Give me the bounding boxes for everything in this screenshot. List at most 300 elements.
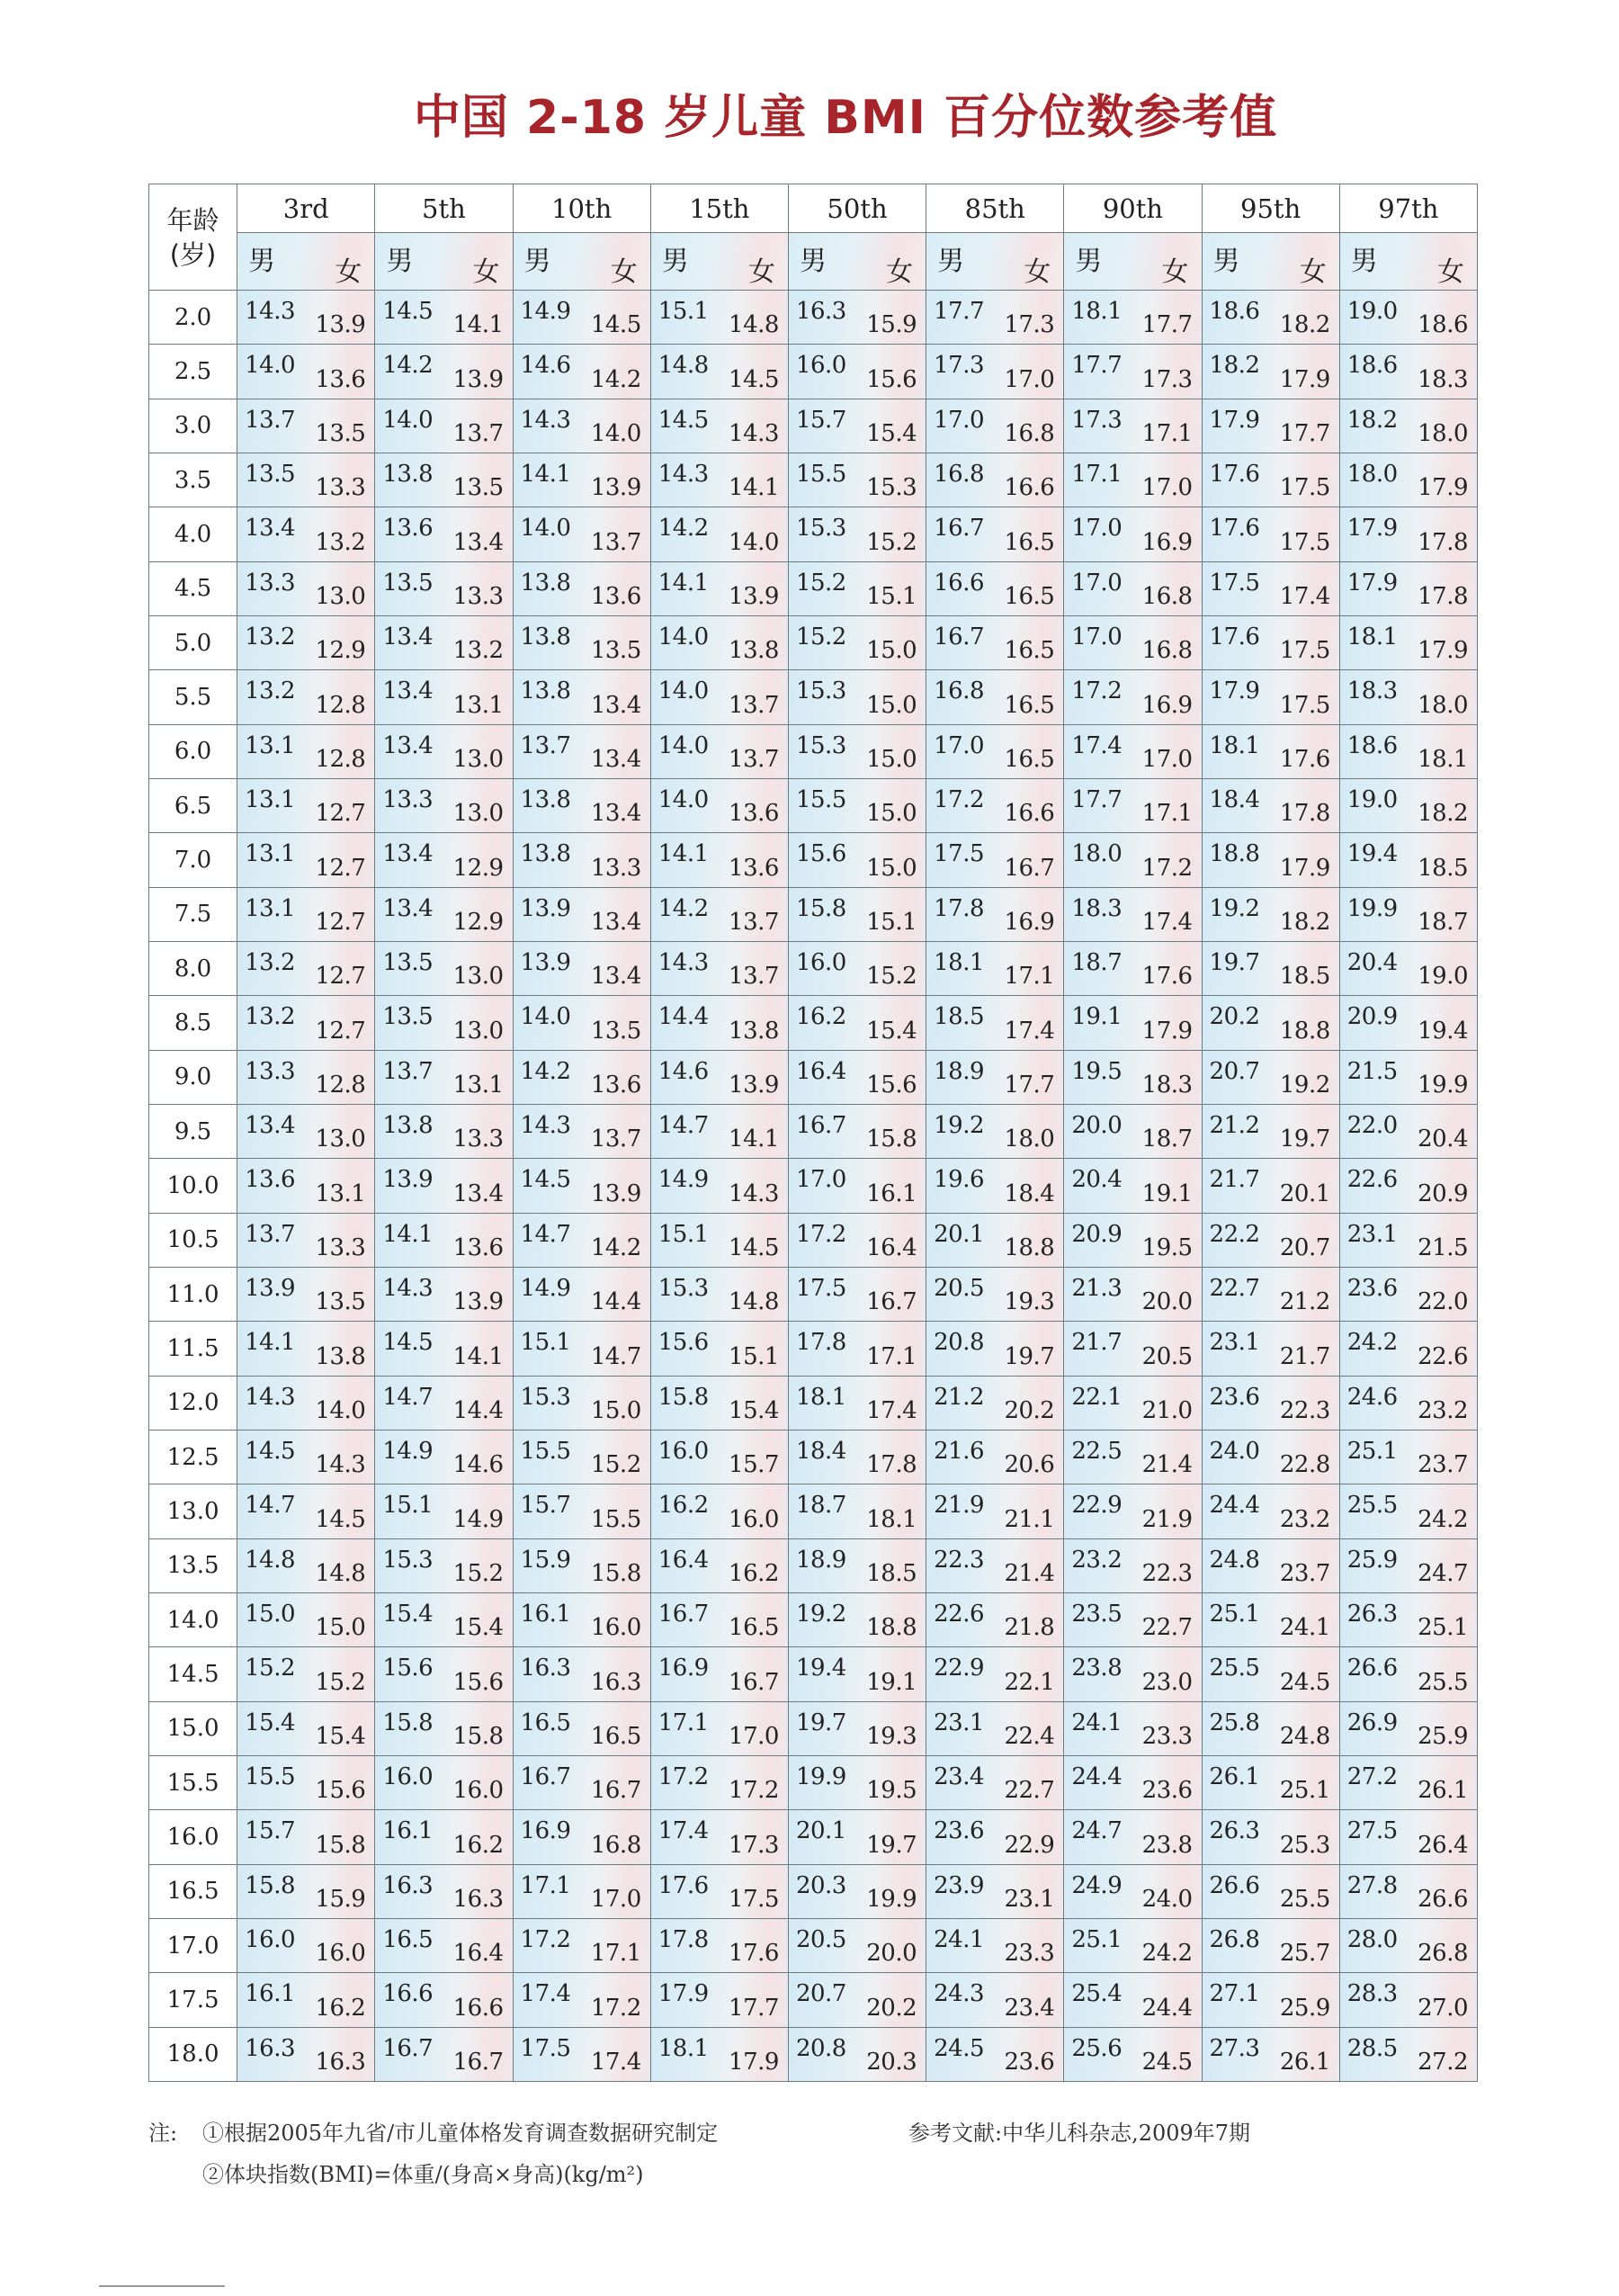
age-cell: 6.5 [149,778,237,832]
value-cell [1202,778,1339,832]
male-value: 13.7 [382,1057,434,1085]
male-value: 25.8 [1209,1709,1260,1736]
value-cell [513,1647,650,1701]
value-cell [788,2027,926,2082]
value-cell [1064,291,1202,345]
female-value: 15.4 [729,1396,779,1424]
male-value: 21.5 [1346,1057,1398,1085]
female-value: 15.0 [590,1396,641,1424]
male-value: 15.3 [795,515,846,543]
value-cell [788,1592,926,1646]
value-cell [1202,1647,1339,1701]
female-value: 23.3 [1004,1940,1055,1968]
male-value: 13.4 [382,623,434,650]
male-value: 15.7 [245,1817,296,1845]
male-value: 13.4 [382,731,434,759]
male-value: 16.3 [245,2034,296,2062]
male-label: 男 [661,246,689,277]
value-cell [926,615,1064,669]
value-cell [650,615,788,669]
value-cell [650,1701,788,1755]
male-value: 18.2 [1346,406,1398,434]
female-value: 19.3 [1004,1288,1055,1316]
table-row [149,1267,1478,1321]
female-value: 17.7 [1141,311,1193,339]
value-cell [1339,1376,1477,1430]
value-cell [237,1050,375,1104]
male-value: 16.2 [795,1003,846,1031]
female-value: 14.6 [452,1451,504,1479]
value-cell [1202,833,1339,887]
male-value: 22.0 [1346,1111,1398,1139]
female-value: 15.0 [866,854,917,882]
female-label: 女 [610,256,638,288]
female-value: 16.7 [590,1777,641,1805]
value-cell [926,996,1064,1050]
female-value: 13.5 [315,1288,366,1316]
value-cell [788,1213,926,1267]
male-value: 19.0 [1346,785,1398,813]
male-value: 21.9 [934,1492,985,1520]
value-cell [788,996,926,1050]
value-cell [1202,1864,1339,1918]
male-value: 15.8 [382,1709,434,1736]
note-source: ①根据2005年九省/市儿童体格发育调查数据研究制定 [202,2121,719,2146]
female-value: 15.2 [866,528,917,556]
female-value: 15.4 [866,1017,917,1045]
table-row [149,1213,1478,1267]
value-cell [788,1810,926,1864]
age-cell: 15.5 [149,1755,237,1809]
female-value: 18.2 [1279,908,1330,936]
value-cell [926,1592,1064,1646]
female-value: 15.2 [590,1451,641,1479]
male-value: 15.4 [245,1709,296,1736]
female-value: 16.6 [1004,800,1055,828]
male-value: 17.4 [520,1980,571,2008]
value-cell [375,1973,513,2027]
male-value: 17.0 [934,731,985,759]
male-value: 18.1 [1209,731,1260,759]
gender-header-cell [513,233,650,291]
value-cell [513,996,650,1050]
female-value: 23.0 [1141,1668,1193,1696]
female-value: 16.5 [1004,582,1055,610]
female-value: 17.7 [729,1994,779,2022]
male-value: 14.0 [657,623,709,650]
value-cell [1202,345,1339,399]
female-value: 16.4 [452,1940,504,1968]
value-cell [237,941,375,995]
male-value: 17.2 [934,785,985,813]
value-cell [926,1430,1064,1484]
value-cell [513,1864,650,1918]
male-value: 15.5 [795,460,846,488]
value-cell [788,1701,926,1755]
male-value: 16.1 [520,1600,571,1628]
female-value: 16.7 [1004,854,1055,882]
value-cell [237,1701,375,1755]
female-value: 15.5 [590,1505,641,1533]
value-cell [1064,1484,1202,1538]
male-value: 16.8 [934,460,985,488]
female-value: 15.1 [866,908,917,936]
age-cell: 16.0 [149,1810,237,1864]
value-cell [1202,1592,1339,1646]
male-value: 15.1 [657,1220,709,1248]
value-cell [237,1267,375,1321]
male-value: 15.2 [795,623,846,650]
female-value: 20.7 [1279,1233,1330,1261]
male-value: 24.0 [1209,1437,1260,1465]
female-value: 13.1 [452,1071,504,1099]
female-value: 15.2 [452,1559,504,1587]
female-value: 12.8 [315,1071,366,1099]
female-value: 18.5 [1418,854,1468,882]
male-value: 28.5 [1346,2034,1398,2062]
male-value: 15.2 [795,569,846,596]
age-cell: 14.0 [149,1592,237,1646]
value-cell [788,670,926,724]
age-cell: 2.5 [149,345,237,399]
value-cell [237,670,375,724]
female-value: 16.0 [452,1777,504,1805]
value-cell [375,453,513,507]
female-value: 23.2 [1418,1396,1468,1424]
female-value: 23.4 [1004,1994,1055,2022]
male-value: 16.0 [657,1437,709,1465]
age-cell: 17.5 [149,1973,237,2027]
male-value: 19.1 [1071,1003,1123,1031]
male-value: 14.9 [382,1437,434,1465]
value-cell [375,1592,513,1646]
value-cell [237,2027,375,2082]
male-value: 17.5 [934,840,985,868]
female-value: 16.1 [866,1179,917,1207]
male-value: 13.1 [245,894,296,922]
female-label: 女 [1161,256,1189,288]
value-cell [513,2027,650,2082]
value-cell [650,1267,788,1321]
male-value: 14.4 [657,1003,709,1031]
age-cell: 15.0 [149,1701,237,1755]
value-cell [513,1973,650,2027]
female-value: 13.7 [452,419,504,447]
female-value: 18.7 [1141,1126,1193,1153]
male-value: 17.2 [1071,677,1123,705]
female-value: 17.6 [1141,963,1193,991]
value-cell [1064,1538,1202,1592]
male-value: 15.3 [382,1546,434,1574]
gender-header-cell [1064,233,1202,291]
male-value: 14.5 [245,1437,296,1465]
value-cell [788,1918,926,1972]
value-cell [237,1159,375,1213]
female-value: 18.3 [1141,1071,1193,1099]
gender-header-cell [1339,233,1477,291]
value-cell [237,291,375,345]
female-value: 13.7 [729,691,779,719]
female-value: 16.5 [729,1614,779,1642]
value-cell [375,1050,513,1104]
male-value: 22.9 [934,1655,985,1682]
male-value: 16.7 [795,1111,846,1139]
male-value: 18.5 [934,1003,985,1031]
male-value: 19.2 [795,1600,846,1628]
value-cell [1202,1810,1339,1864]
age-column-header [149,184,237,291]
value-cell [1064,561,1202,615]
male-value: 15.8 [795,894,846,922]
female-value: 14.3 [729,419,779,447]
male-value: 17.9 [1346,569,1398,596]
female-value: 21.5 [1418,1233,1468,1261]
value-cell [650,1538,788,1592]
value-cell [650,1484,788,1538]
female-value: 13.4 [590,963,641,991]
female-value: 15.6 [866,365,917,393]
female-value: 20.0 [866,1940,917,1968]
male-value: 21.2 [1209,1111,1260,1139]
male-value: 16.2 [657,1492,709,1520]
male-value: 17.1 [520,1871,571,1899]
value-cell [1064,833,1202,887]
male-value: 20.2 [1209,1003,1260,1031]
value-cell [1339,615,1477,669]
male-value: 24.6 [1346,1383,1398,1411]
male-value: 14.5 [382,298,434,325]
female-value: 15.8 [452,1722,504,1750]
value-cell [513,615,650,669]
value-cell [788,291,926,345]
female-value: 15.6 [315,1777,366,1805]
age-cell: 13.5 [149,1538,237,1592]
value-cell [375,1430,513,1484]
male-value: 18.3 [1071,894,1123,922]
female-value: 16.7 [866,1288,917,1316]
female-value: 14.0 [590,419,641,447]
male-value: 21.2 [934,1383,985,1411]
value-cell [375,507,513,561]
female-value: 25.5 [1279,1885,1330,1913]
male-value: 16.7 [934,623,985,650]
value-cell [237,1104,375,1158]
female-value: 17.9 [1418,637,1468,665]
male-value: 17.6 [1209,515,1260,543]
table-row [149,1104,1478,1158]
male-value: 14.1 [382,1220,434,1248]
male-value: 13.2 [245,1003,296,1031]
value-cell [513,1213,650,1267]
female-value: 14.3 [315,1451,366,1479]
value-cell [1064,670,1202,724]
female-value: 17.3 [1141,365,1193,393]
percentile-header: 5th [375,184,513,233]
table-row [149,1647,1478,1701]
male-value: 24.1 [934,1925,985,1953]
value-cell [650,1050,788,1104]
value-cell [237,1322,375,1376]
male-value: 14.3 [382,1274,434,1302]
male-value: 20.1 [795,1817,846,1845]
value-cell [237,1592,375,1646]
female-value: 16.8 [590,1831,641,1859]
male-value: 27.5 [1346,1817,1398,1845]
percentile-header: 3rd [237,184,375,233]
female-value: 17.4 [1141,908,1193,936]
male-value: 15.2 [245,1655,296,1682]
male-value: 23.1 [1209,1329,1260,1357]
female-value: 17.1 [590,1940,641,1968]
female-value: 16.0 [590,1614,641,1642]
female-value: 22.4 [1004,1722,1055,1750]
female-value: 18.3 [1418,365,1468,393]
male-value: 24.4 [1071,1762,1123,1790]
value-cell [375,1864,513,1918]
female-value: 12.8 [315,691,366,719]
table-body [149,291,1478,2082]
female-value: 13.0 [452,800,504,828]
value-cell [1064,453,1202,507]
value-cell [1202,887,1339,941]
value-cell [375,1104,513,1158]
male-value: 16.4 [657,1546,709,1574]
male-value: 18.6 [1346,352,1398,380]
male-value: 17.7 [1071,785,1123,813]
female-value: 13.7 [729,963,779,991]
male-label: 男 [386,246,414,277]
male-value: 14.1 [245,1329,296,1357]
age-cell: 4.0 [149,507,237,561]
male-value: 16.3 [795,298,846,325]
percentile-header-row [149,184,1478,233]
table-row [149,615,1478,669]
female-value: 18.6 [1418,311,1468,339]
male-value: 14.8 [245,1546,296,1574]
male-value: 16.7 [382,2034,434,2062]
value-cell [1064,345,1202,399]
male-value: 16.3 [520,1655,571,1682]
value-cell [788,778,926,832]
male-value: 18.4 [1209,785,1260,813]
male-value: 26.6 [1346,1655,1398,1682]
female-value: 17.5 [1279,474,1330,502]
value-cell [1064,941,1202,995]
female-value: 17.9 [1418,474,1468,502]
female-value: 13.0 [452,963,504,991]
value-cell [375,1810,513,1864]
value-cell [926,507,1064,561]
male-value: 18.1 [795,1383,846,1411]
value-cell [650,2027,788,2082]
table-row [149,887,1478,941]
value-cell [237,1213,375,1267]
value-cell [650,1322,788,1376]
male-value: 19.4 [795,1655,846,1682]
age-cell: 9.0 [149,1050,237,1104]
male-value: 26.9 [1346,1709,1398,1736]
female-value: 24.2 [1141,1940,1193,1968]
male-value: 27.2 [1346,1762,1398,1790]
male-value: 17.6 [1209,460,1260,488]
female-value: 15.8 [590,1559,641,1587]
value-cell [926,1864,1064,1918]
male-value: 15.1 [520,1329,571,1357]
value-cell [237,778,375,832]
male-value: 13.9 [520,894,571,922]
male-value: 23.6 [1209,1383,1260,1411]
value-cell [1339,507,1477,561]
value-cell [926,833,1064,887]
percentile-header: 85th [926,184,1064,233]
value-cell [650,345,788,399]
male-value: 20.3 [795,1871,846,1899]
male-value: 19.5 [1071,1057,1123,1085]
male-label: 男 [937,246,965,277]
value-cell [513,1050,650,1104]
male-value: 20.5 [934,1274,985,1302]
value-cell [1202,1213,1339,1267]
male-value: 14.0 [245,352,296,380]
gender-header-cell [1202,233,1339,291]
value-cell [926,1701,1064,1755]
value-cell [788,1755,926,1809]
male-value: 23.9 [934,1871,985,1899]
female-value: 14.0 [729,528,779,556]
female-value: 13.8 [729,637,779,665]
female-value: 16.0 [729,1505,779,1533]
male-value: 17.5 [520,2034,571,2062]
female-value: 17.1 [1004,963,1055,991]
value-cell [1339,291,1477,345]
value-cell [1339,1430,1477,1484]
male-value: 20.9 [1071,1220,1123,1248]
value-cell [1339,1267,1477,1321]
female-value: 21.2 [1279,1288,1330,1316]
female-value: 25.3 [1279,1831,1330,1859]
value-cell [237,1538,375,1592]
male-value: 17.0 [1071,569,1123,596]
value-cell [513,1755,650,1809]
table-row [149,1376,1478,1430]
male-value: 17.2 [795,1220,846,1248]
value-cell [1064,1755,1202,1809]
male-value: 13.3 [245,569,296,596]
value-cell [237,561,375,615]
value-cell [650,507,788,561]
female-value: 17.0 [729,1722,779,1750]
female-value: 17.4 [1279,582,1330,610]
table-row [149,724,1478,778]
female-value: 16.9 [1141,691,1193,719]
male-value: 15.5 [245,1762,296,1790]
male-value: 24.9 [1071,1871,1123,1899]
value-cell [926,941,1064,995]
male-value: 14.3 [520,1111,571,1139]
female-value: 15.0 [866,800,917,828]
value-cell [513,507,650,561]
female-value: 14.0 [315,1396,366,1424]
male-value: 14.3 [657,948,709,976]
male-value: 15.5 [795,785,846,813]
female-value: 13.7 [590,528,641,556]
age-cell: 18.0 [149,2027,237,2082]
value-cell [1339,1592,1477,1646]
value-cell [1339,1159,1477,1213]
value-cell [1339,453,1477,507]
female-value: 18.7 [1418,908,1468,936]
female-value: 17.9 [1279,365,1330,393]
